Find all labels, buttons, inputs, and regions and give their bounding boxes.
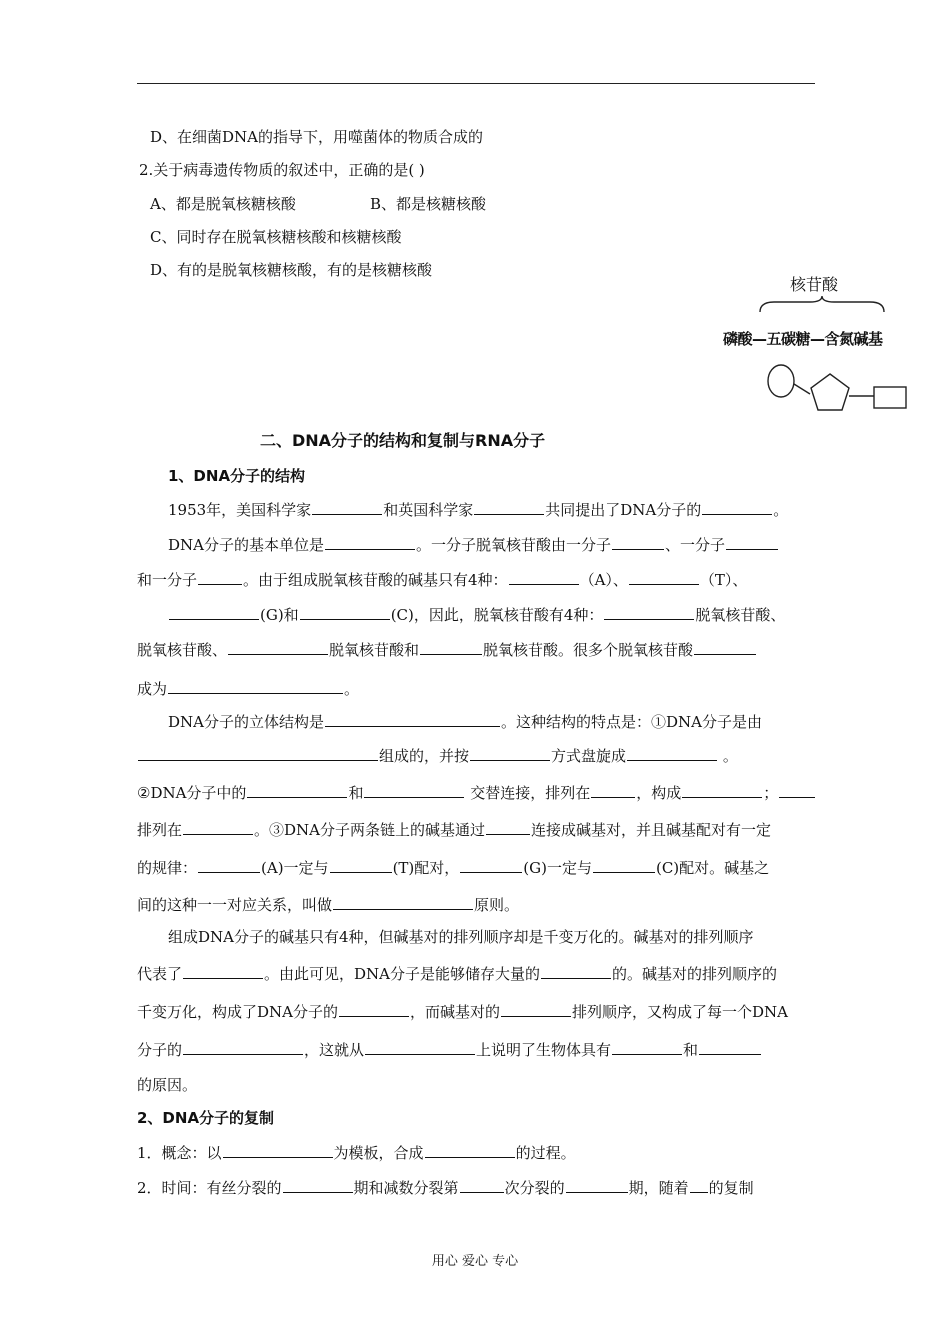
page-footer: 用心 爱心 专心: [431, 1254, 519, 1269]
blank: [460, 1177, 504, 1193]
blank: [325, 711, 500, 727]
blank: [627, 745, 717, 761]
paragraph-line-13: 组成DNA分子的碱基只有4种，但碱基对的排列顺序却是千变万化的。碱基对的排列顺序: [168, 928, 754, 946]
blank: [168, 678, 343, 694]
blank: [425, 1142, 515, 1158]
pentose-pentagon-icon: [811, 374, 849, 410]
figure-components: 磷酸—五碳糖—含氮碱基: [723, 330, 883, 348]
blank: [339, 1001, 409, 1017]
phosphate-circle-icon: [768, 365, 794, 397]
blank: [169, 604, 259, 620]
paragraph-line-4: (G)和 (C)，因此，脱氧核苷酸有4种： 脱氧核苷酸、: [168, 604, 785, 625]
blank: [333, 894, 473, 910]
paragraph-line-9: ②DNA分子中的 和 交替连接，排列在 ，构成 ；: [137, 782, 816, 803]
q2-stem: 2.关于病毒遗传物质的叙述中，正确的是( ): [139, 161, 425, 179]
blank: [593, 857, 655, 873]
blank: [541, 963, 611, 979]
blank: [365, 1039, 475, 1055]
paragraph-line-12: 间的这种一一对应关系，叫做 原则。: [137, 896, 520, 914]
blank: [283, 1177, 353, 1193]
paragraph-line-18: 1．概念：以 为模板，合成 的过程。: [137, 1144, 576, 1162]
paragraph-line-6: 成为 。: [137, 680, 360, 698]
blank: [612, 534, 664, 550]
blank: [566, 1177, 628, 1193]
paragraph-line-7: DNA分子的立体结构是 。这种结构的特点是：①DNA分子是由: [168, 713, 762, 731]
q2-option-a: A、都是脱氧核糖核酸: [150, 195, 296, 213]
figure-title: 核苷酸: [790, 275, 839, 294]
bond-line-1: [794, 384, 810, 394]
blank: [474, 499, 544, 515]
blank: [198, 569, 242, 585]
blank: [501, 1001, 571, 1017]
blank: [702, 499, 772, 515]
blank: [223, 1142, 333, 1158]
blank: [699, 1039, 761, 1055]
blank: [183, 1039, 303, 1055]
blank: [629, 569, 699, 585]
nucleotide-diagram: [718, 268, 928, 416]
brace-icon: [760, 296, 884, 312]
blank: [694, 639, 756, 655]
blank: [325, 534, 415, 550]
blank: [682, 782, 762, 798]
blank: [330, 857, 392, 873]
blank: [312, 499, 382, 515]
q2-option-c: C、同时存在脱氧核糖核酸和核糖核酸: [150, 228, 402, 246]
paragraph-line-16: 分子的 ，这就从 上说明了生物体具有 和: [137, 1039, 762, 1060]
paragraph-line-10: 排列在 。③DNA分子两条链上的碱基通过 连接成碱基对，并且碱基配对有一定: [137, 821, 772, 839]
blank: [690, 1177, 708, 1193]
blank: [612, 1039, 682, 1055]
blank: [247, 782, 347, 798]
paragraph-line-11: 的规律： (A)一定与 (T)配对， (G)一定与 (C)配对。碱基之: [137, 859, 770, 877]
blank: [470, 745, 550, 761]
section-title: 二、DNA分子的结构和复制与RNA分子: [260, 431, 546, 450]
blank: [726, 534, 778, 550]
paragraph-line-17: 的原因。: [137, 1076, 198, 1094]
q2-option-b: B、都是核糖核酸: [370, 195, 487, 213]
base-rectangle-icon: [874, 387, 906, 408]
paragraph-line-15: 千变万化，构成了DNA分子的 ，而碱基对的 排列顺序，又构成了每一个DNA: [137, 1003, 789, 1021]
blank: [460, 857, 522, 873]
blank: [420, 639, 482, 655]
q2-option-d: D、有的是脱氧核糖核酸，有的是核糖核酸: [150, 261, 433, 279]
paragraph-line-3: 和一分子 。由于组成脱氧核苷酸的碱基只有4种： （A）、 （T）、: [137, 571, 748, 589]
blank: [138, 745, 378, 761]
paragraph-line-5: 脱氧核苷酸、 脱氧核苷酸和 脱氧核苷酸。很多个脱氧核苷酸: [137, 639, 757, 660]
blank: [604, 604, 694, 620]
subsection-structure: 1、DNA分子的结构: [168, 467, 306, 485]
paragraph-line-1: 1953年，美国科学家 和英国科学家 共同提出了DNA分子的 。: [168, 501, 789, 519]
blank: [183, 819, 253, 835]
blank: [198, 857, 260, 873]
subsection-replication: 2、DNA分子的复制: [137, 1109, 275, 1127]
blank: [228, 639, 328, 655]
paragraph-line-19: 2．时间：有丝分裂的 期和减数分裂第 次分裂的 期，随着 的复制: [137, 1179, 754, 1197]
q1-option-d: D、在细菌DNA的指导下，用噬菌体的物质合成的: [150, 128, 484, 146]
blank: [486, 819, 530, 835]
paragraph-line-2: DNA分子的基本单位是 。一分子脱氧核苷酸由一分子 、一分子: [168, 534, 779, 555]
blank: [779, 782, 815, 798]
blank: [183, 963, 263, 979]
blank: [300, 604, 390, 620]
header-rule: [137, 83, 815, 84]
paragraph-line-8: 组成的，并按 方式盘旋成 。: [137, 745, 738, 766]
blank: [591, 782, 635, 798]
paragraph-line-14: 代表了 。由此可见，DNA分子是能够储存大量的 的。碱基对的排列顺序的: [137, 965, 778, 983]
blank: [509, 569, 579, 585]
blank: [364, 782, 464, 798]
